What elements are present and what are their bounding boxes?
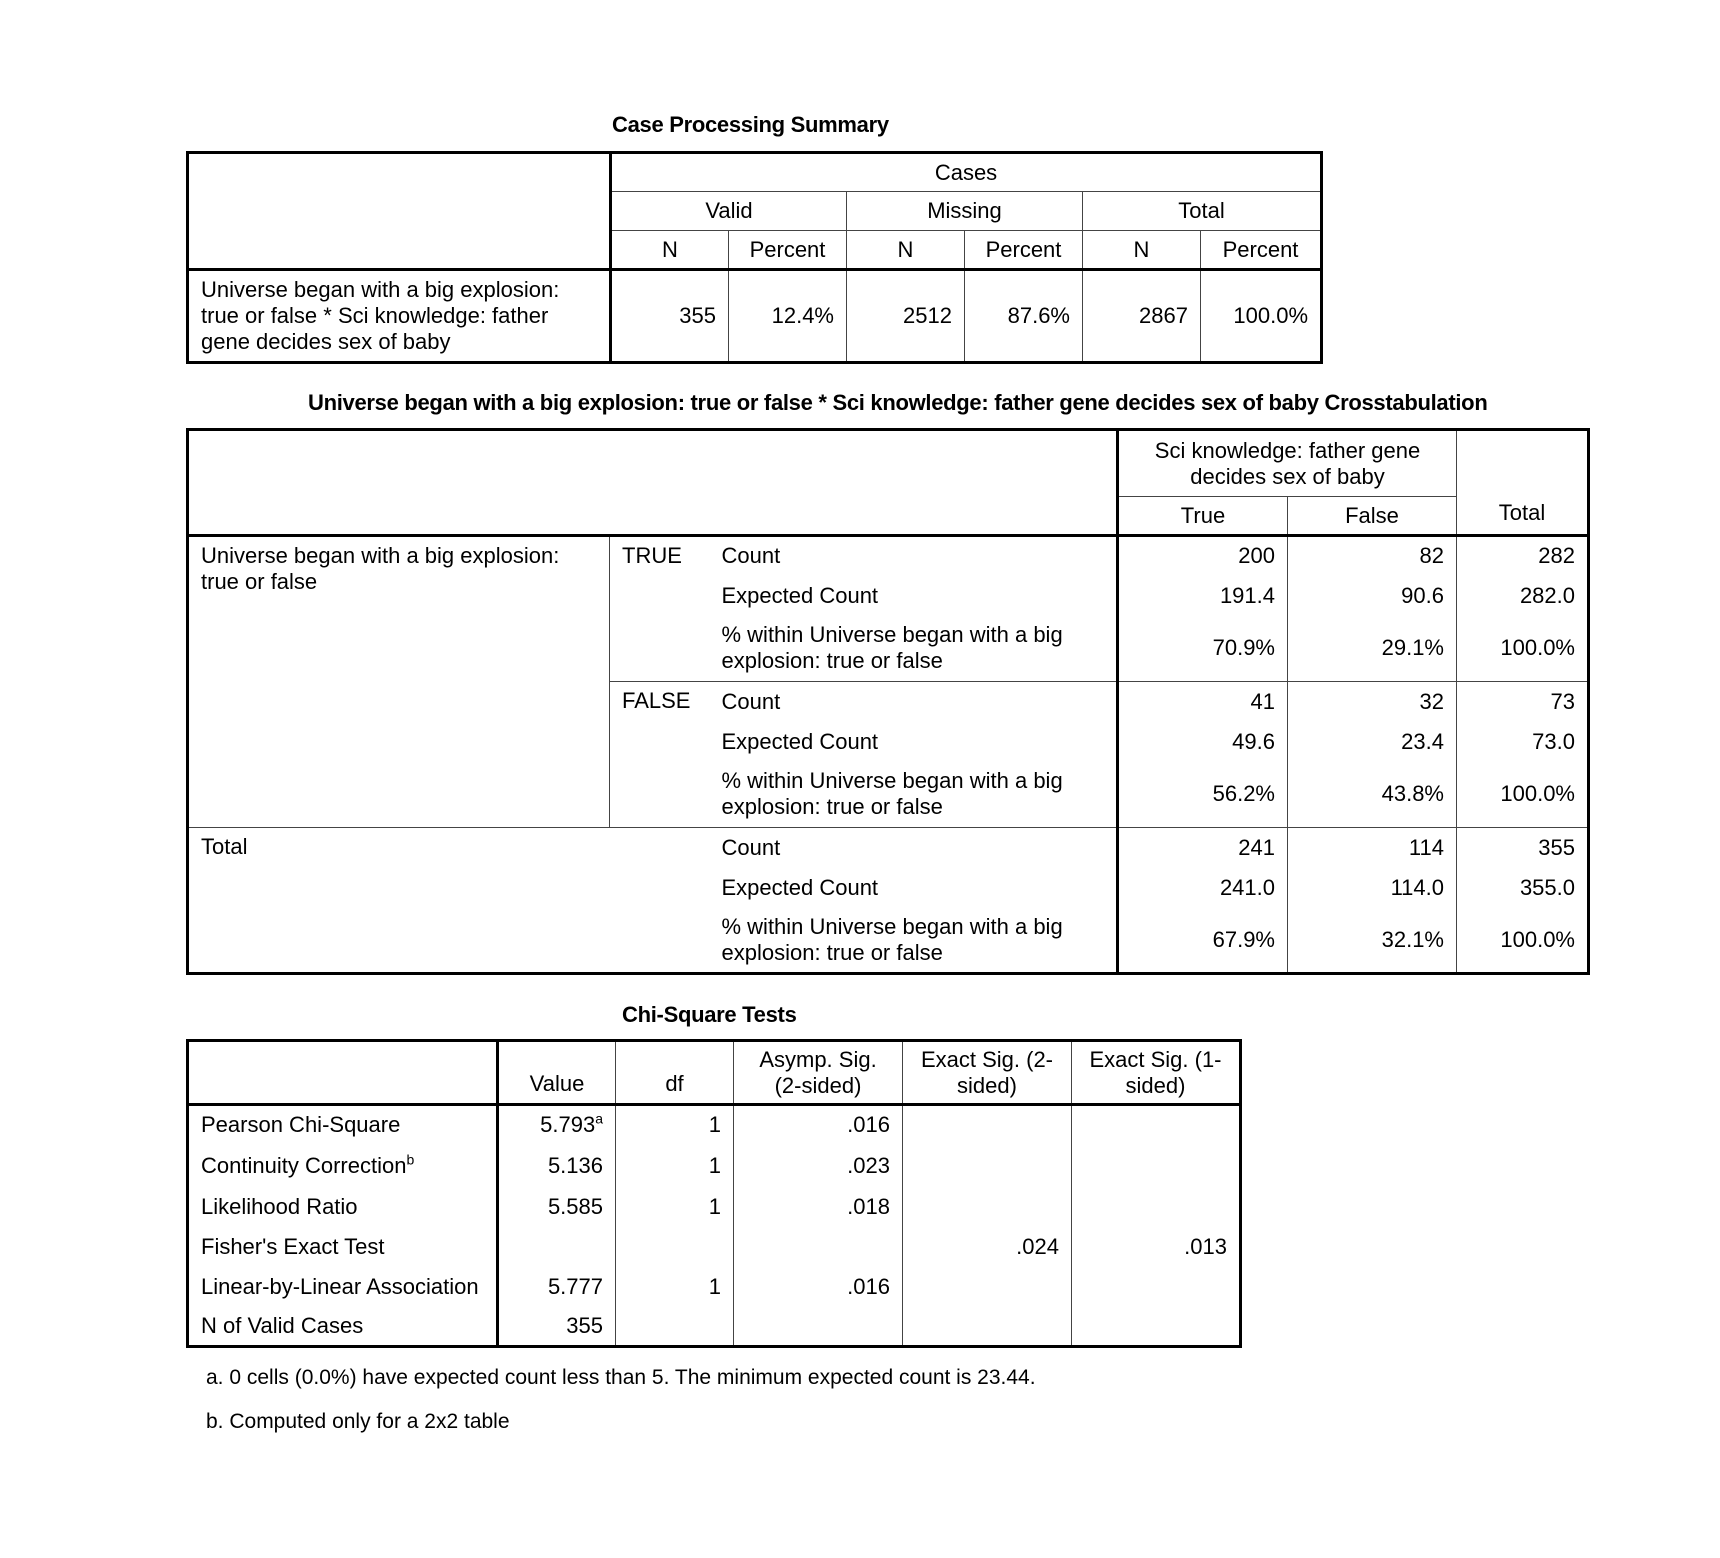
stat-label: Expected Count [710, 576, 1118, 616]
case-value: 100.0% [1201, 270, 1322, 363]
chi-header-asymp: Asymp. Sig. (2-sided) [734, 1041, 903, 1105]
chi-asymp [734, 1307, 903, 1347]
chi-row-label: Linear-by-Linear Association [188, 1267, 498, 1307]
cell: 90.6 [1288, 576, 1457, 616]
total-header: Total [1083, 192, 1322, 231]
chi-square-table [186, 1039, 1242, 1348]
row-total-label: Total [188, 828, 710, 974]
chi-row-label: N of Valid Cases [188, 1307, 498, 1347]
chi-header-exact1: Exact Sig. (1-sided) [1072, 1041, 1241, 1105]
case-summary-corner [188, 153, 611, 270]
col-total-header: Total [1457, 430, 1589, 536]
cell: 73 [1457, 682, 1589, 722]
col-variable-header: Sci knowledge: father gene decides sex of baby [1118, 430, 1457, 497]
chi-header-value: Value [498, 1041, 616, 1105]
cell: 114 [1288, 828, 1457, 868]
cell: 241 [1118, 828, 1288, 868]
subcol-header: N [1083, 231, 1201, 270]
chi-value: 5.585 [498, 1187, 616, 1227]
cell: 32 [1288, 682, 1457, 722]
cell: 355.0 [1457, 868, 1589, 908]
stat-label: Count [710, 682, 1118, 722]
chi-df [616, 1227, 734, 1267]
group-label-true: TRUE [610, 536, 710, 682]
chi-asymp [734, 1227, 903, 1267]
stat-label: Count [710, 828, 1118, 868]
subcol-header: N [847, 231, 965, 270]
chi-asymp: .018 [734, 1187, 903, 1227]
missing-header: Missing [847, 192, 1083, 231]
cell: 191.4 [1118, 576, 1288, 616]
cell: 67.9% [1118, 908, 1288, 974]
stat-label: % within Universe began with a big explosion: true or false [710, 616, 1118, 682]
chi-value-text: 5.793 [540, 1112, 596, 1138]
footnote-b: b. Computed only for a 2x2 table [206, 1410, 510, 1433]
chi-asymp: .016 [734, 1267, 903, 1307]
crosstab-title: Universe began with a big explosion: true or false * Sci knowledge: father gene decides sex of baby Crosstabulation [308, 390, 1488, 415]
crosstab-table [186, 428, 1590, 975]
cell: 100.0% [1457, 762, 1589, 828]
cell: 282.0 [1457, 576, 1589, 616]
case-value: 2867 [1083, 270, 1201, 363]
fisher-exact-2-sided: .024 [903, 1105, 1072, 1347]
cell: 282 [1457, 536, 1589, 576]
cell: 56.2% [1118, 762, 1288, 828]
chi-df: 1 [616, 1105, 734, 1145]
cell: 241.0 [1118, 868, 1288, 908]
chi-value [498, 1227, 616, 1267]
cell: 43.8% [1288, 762, 1457, 828]
stat-label: % within Universe began with a big explosion: true or false [710, 762, 1118, 828]
group-label-false: FALSE [610, 682, 710, 828]
case-value: 12.4% [729, 270, 847, 363]
case-summary-title: Case Processing Summary [612, 112, 889, 137]
case-value: 2512 [847, 270, 965, 363]
chi-header-exact2: Exact Sig. (2-sided) [903, 1041, 1072, 1105]
chi-value: 5.777 [498, 1267, 616, 1307]
case-value: 355 [611, 270, 729, 363]
cell: 32.1% [1288, 908, 1457, 974]
case-summary-table [186, 151, 1323, 364]
chi-row-label: Likelihood Ratio [188, 1187, 498, 1227]
stat-label: Expected Count [710, 868, 1118, 908]
cell: 355 [1457, 828, 1589, 868]
chi-value: 5.136 [498, 1145, 616, 1187]
stat-label: % within Universe began with a big explosion: true or false [710, 908, 1118, 974]
subcol-header: Percent [965, 231, 1083, 270]
chi-header-df: df [616, 1041, 734, 1105]
cell: 200 [1118, 536, 1288, 576]
chi-row-label: Pearson Chi-Square [188, 1105, 498, 1145]
chi-row-label-text: Continuity Correction [201, 1152, 407, 1178]
row-variable-label: Universe began with a big explosion: true or false [188, 536, 610, 828]
chi-df: 1 [616, 1145, 734, 1187]
cell: 82 [1288, 536, 1457, 576]
chi-asymp: .023 [734, 1145, 903, 1187]
chi-row-label [188, 1145, 498, 1187]
cell: 100.0% [1457, 908, 1589, 974]
chi-value [498, 1105, 616, 1145]
cell: 73.0 [1457, 722, 1589, 762]
chi-df: 1 [616, 1267, 734, 1307]
footnote-a: a. 0 cells (0.0%) have expected count less than 5. The minimum expected count is 23.44. [206, 1366, 1036, 1389]
footnote-marker-a: a [595, 1110, 603, 1127]
chi-value: 355 [498, 1307, 616, 1347]
cases-header: Cases [611, 153, 1322, 192]
valid-header: Valid [611, 192, 847, 231]
cell: 49.6 [1118, 722, 1288, 762]
cell: 114.0 [1288, 868, 1457, 908]
subcol-header: Percent [729, 231, 847, 270]
chi-df: 1 [616, 1187, 734, 1227]
cell: 41 [1118, 682, 1288, 722]
cell: 70.9% [1118, 616, 1288, 682]
fisher-exact-1-sided: .013 [1072, 1105, 1241, 1347]
col-true-header: True [1118, 497, 1288, 536]
case-value: 87.6% [965, 270, 1083, 363]
subcol-header: Percent [1201, 231, 1322, 270]
footnote-marker-b: b [406, 1151, 415, 1168]
chi-asymp: .016 [734, 1105, 903, 1145]
case-summary-row-label: Universe began with a big explosion: true or false * Sci knowledge: father gene decides sex of baby [188, 270, 611, 363]
chi-row-label: Fisher's Exact Test [188, 1227, 498, 1267]
crosstab-corner [188, 430, 1118, 536]
cell: 100.0% [1457, 616, 1589, 682]
chi-df [616, 1307, 734, 1347]
stat-label: Expected Count [710, 722, 1118, 762]
cell: 23.4 [1288, 722, 1457, 762]
cell: 29.1% [1288, 616, 1457, 682]
chi-square-title: Chi-Square Tests [622, 1002, 797, 1027]
subcol-header: N [611, 231, 729, 270]
col-false-header: False [1288, 497, 1457, 536]
chi-corner [188, 1041, 498, 1105]
stat-label: Count [710, 536, 1118, 576]
